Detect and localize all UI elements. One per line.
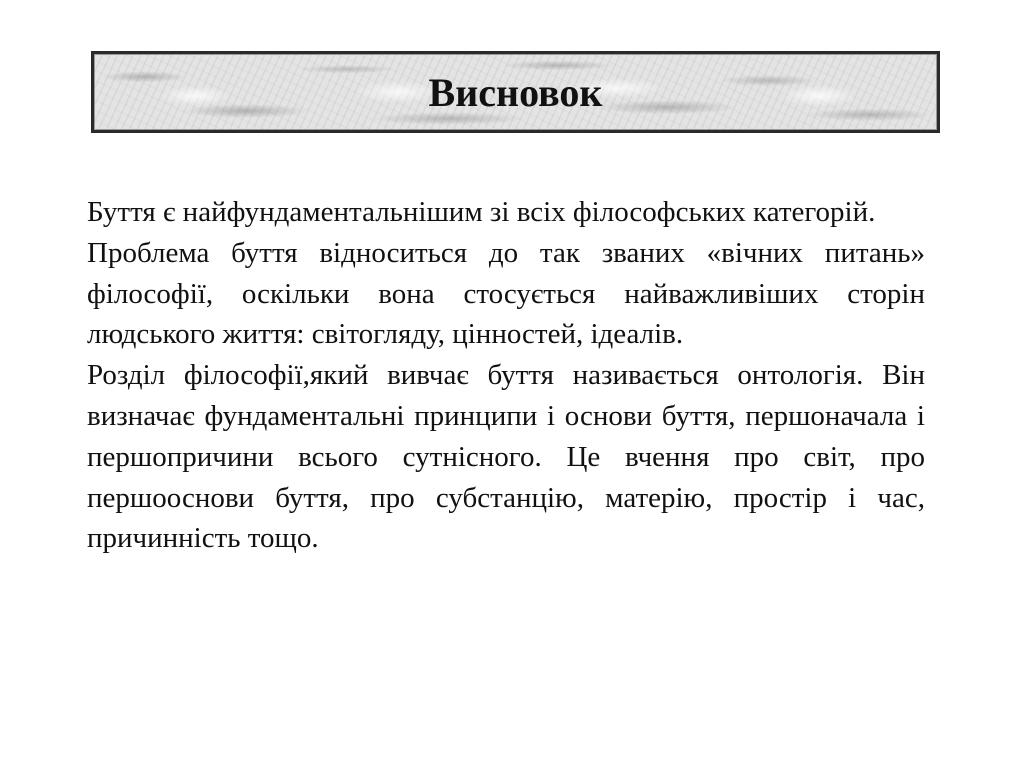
slide-title: Висновок (428, 70, 603, 115)
paragraph-1: Буття є найфундаментальнішим зі всіх філософських категорій. (87, 196, 876, 228)
slide-body (87, 192, 925, 559)
title-banner (91, 51, 940, 133)
paragraph-3: Розділ філософії,який вивчає буття називається онтологія. Він визначає фундаментальні принципи і основи буття, першоначала і першопричини всього сутнісного. Це вчення про світ, про першооснови буття, про субстанцію, матерію, простір і час, причинність тощо. (87, 359, 925, 555)
paragraph-2: Проблема буття відноситься до так званих «вічних питань» філософії, оскільки вона стосується найважливіших сторін людського життя: світогляду, цінностей, ідеалів. (87, 236, 925, 351)
